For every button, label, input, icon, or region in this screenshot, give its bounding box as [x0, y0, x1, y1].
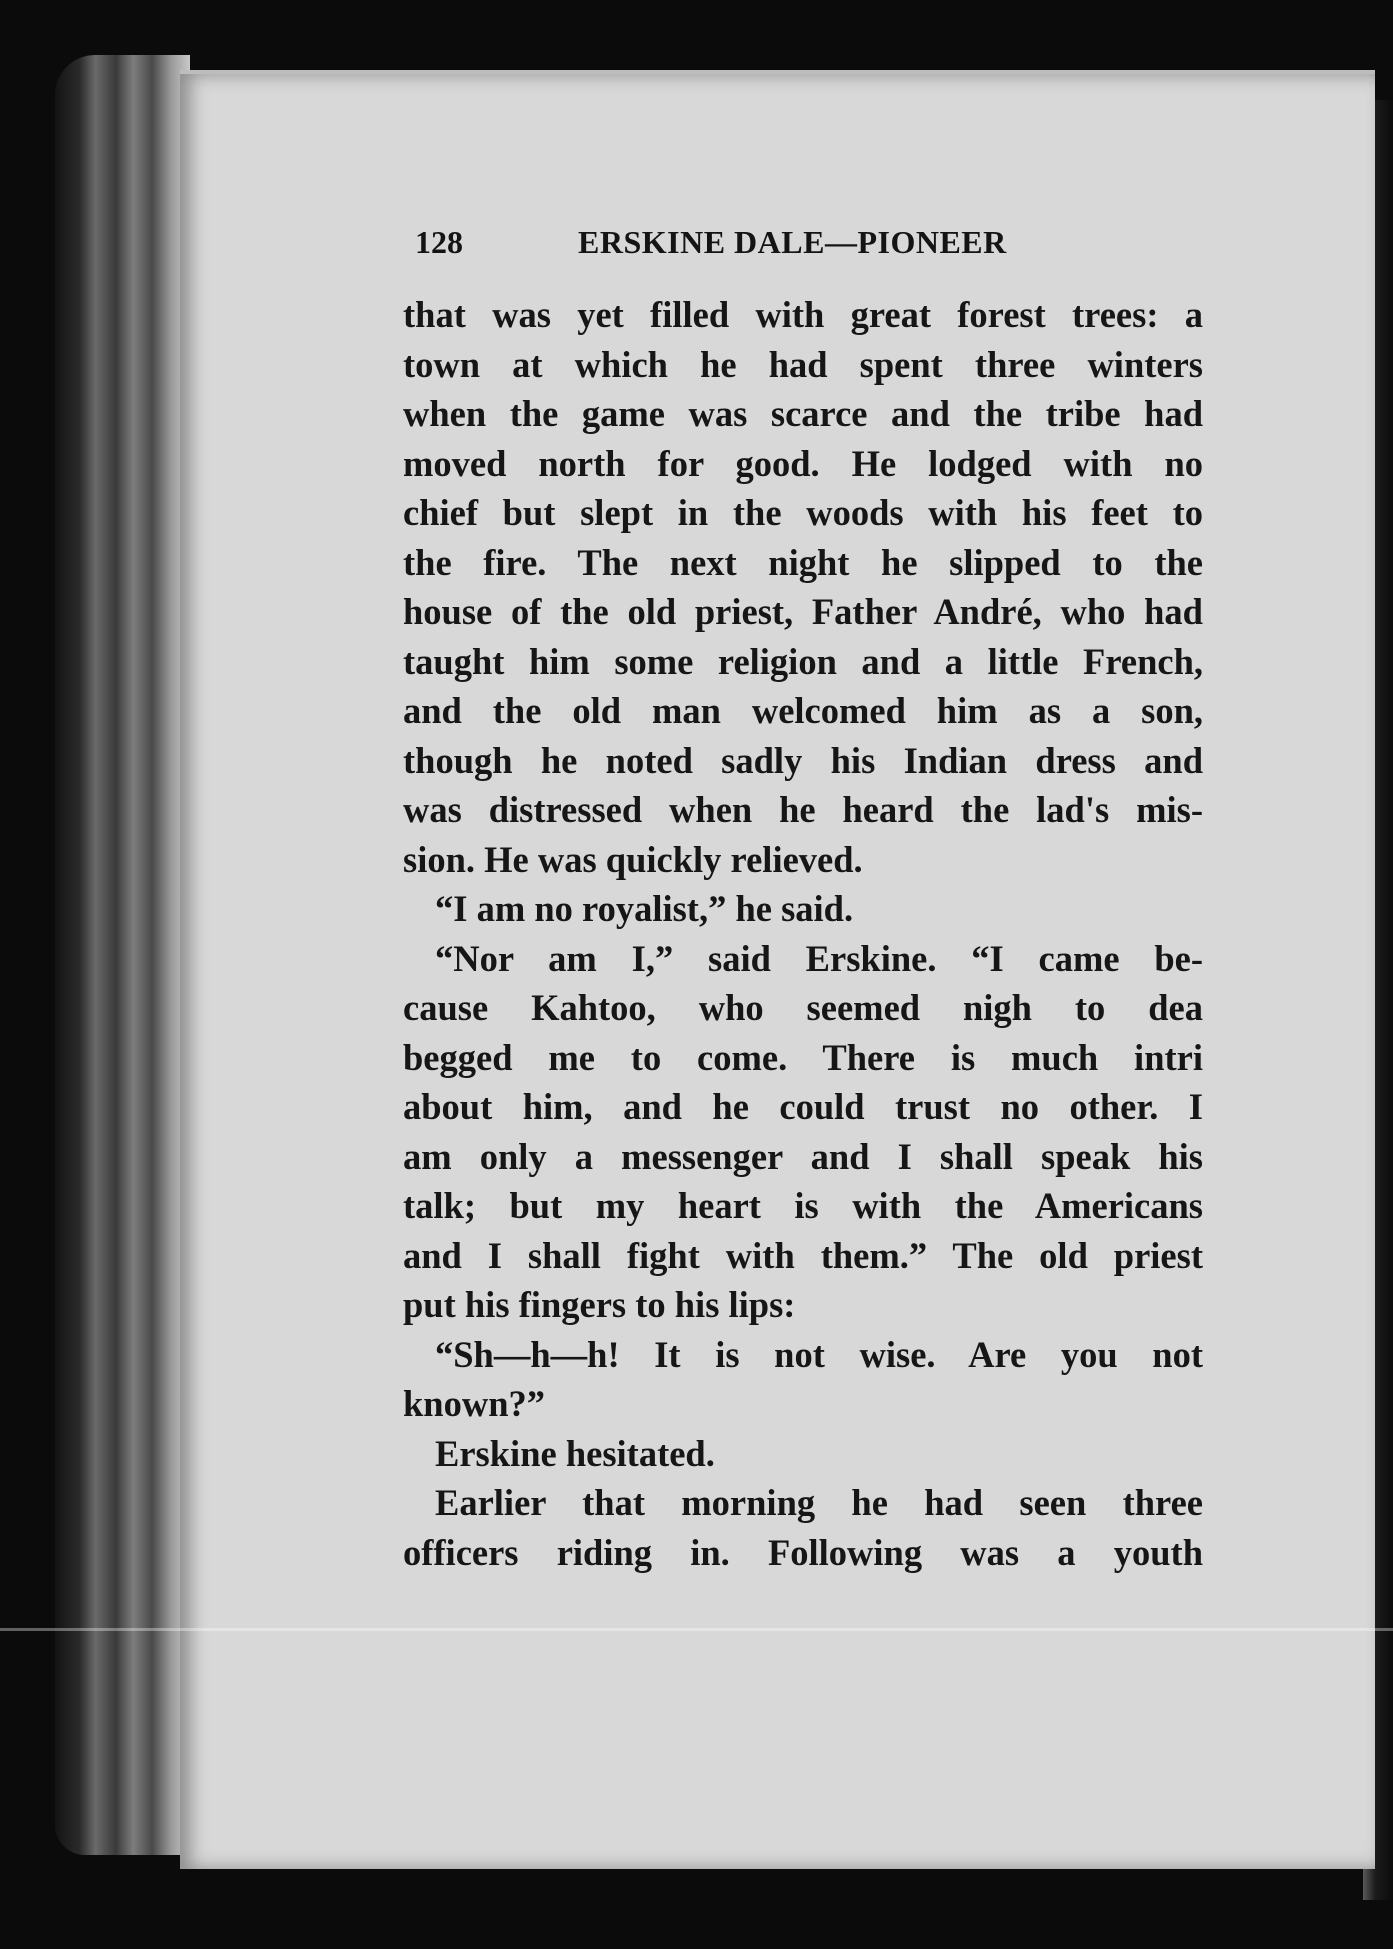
text-line: “Sh—h—h! It is not wise. Are you not: [435, 1333, 1203, 1375]
text-line: known?”: [403, 1383, 546, 1424]
text-line: about him, and he could trust no other. I: [403, 1086, 1203, 1127]
text-line: put his fingers to his lips:: [403, 1284, 796, 1325]
text-line: though he noted sadly his Indian dress and: [403, 739, 1203, 781]
text-line: begged me to come. There is much intri: [403, 1036, 1203, 1078]
text-line: officers riding in. Following was a youth: [403, 1531, 1203, 1573]
text-line: sion. He was quickly relieved.: [403, 838, 863, 880]
text-line: that was yet filled with great forest trees: a: [403, 294, 1203, 335]
text-line: the fire. The next night he slipped to the: [403, 541, 1203, 583]
book-page-edges: [55, 55, 190, 1855]
text-line: cause Kahtoo, who seemed nigh to dea: [403, 987, 1203, 1028]
text-line: chief but slept in the woods with his feet to: [403, 492, 1203, 533]
scan-artifact-line: [0, 1628, 1393, 1631]
body-text: [403, 290, 1203, 1577]
text-line: was distressed when he heard the lad's mis-: [403, 789, 1203, 830]
text-line: when the game was scarce and the tribe had: [403, 393, 1203, 434]
text-line: am only a messenger and I shall speak his: [403, 1135, 1203, 1177]
text-line: talk; but my heart is with the Americans: [403, 1185, 1203, 1226]
page-number: 128: [415, 224, 463, 260]
text-line: moved north for good. He lodged with no: [403, 442, 1203, 484]
running-title: ERSKINE DALE—PIONEER: [578, 224, 1007, 260]
text-line: house of the old priest, Father André, who had: [403, 591, 1203, 632]
text-line: taught him some religion and a little French,: [403, 640, 1203, 682]
text-line: Erskine hesitated.: [435, 1432, 715, 1474]
text-line: and I shall fight with them.” The old priest: [403, 1234, 1203, 1276]
page-header: [415, 224, 1055, 274]
text-line: “Nor am I,” said Erskine. “I came be-: [435, 937, 1203, 979]
text-line: Earlier that morning he had seen three: [435, 1482, 1203, 1523]
text-line: town at which he had spent three winters: [403, 343, 1203, 385]
text-line: “I am no royalist,” he said.: [435, 888, 854, 929]
text-line: and the old man welcomed him as a son,: [403, 690, 1203, 731]
